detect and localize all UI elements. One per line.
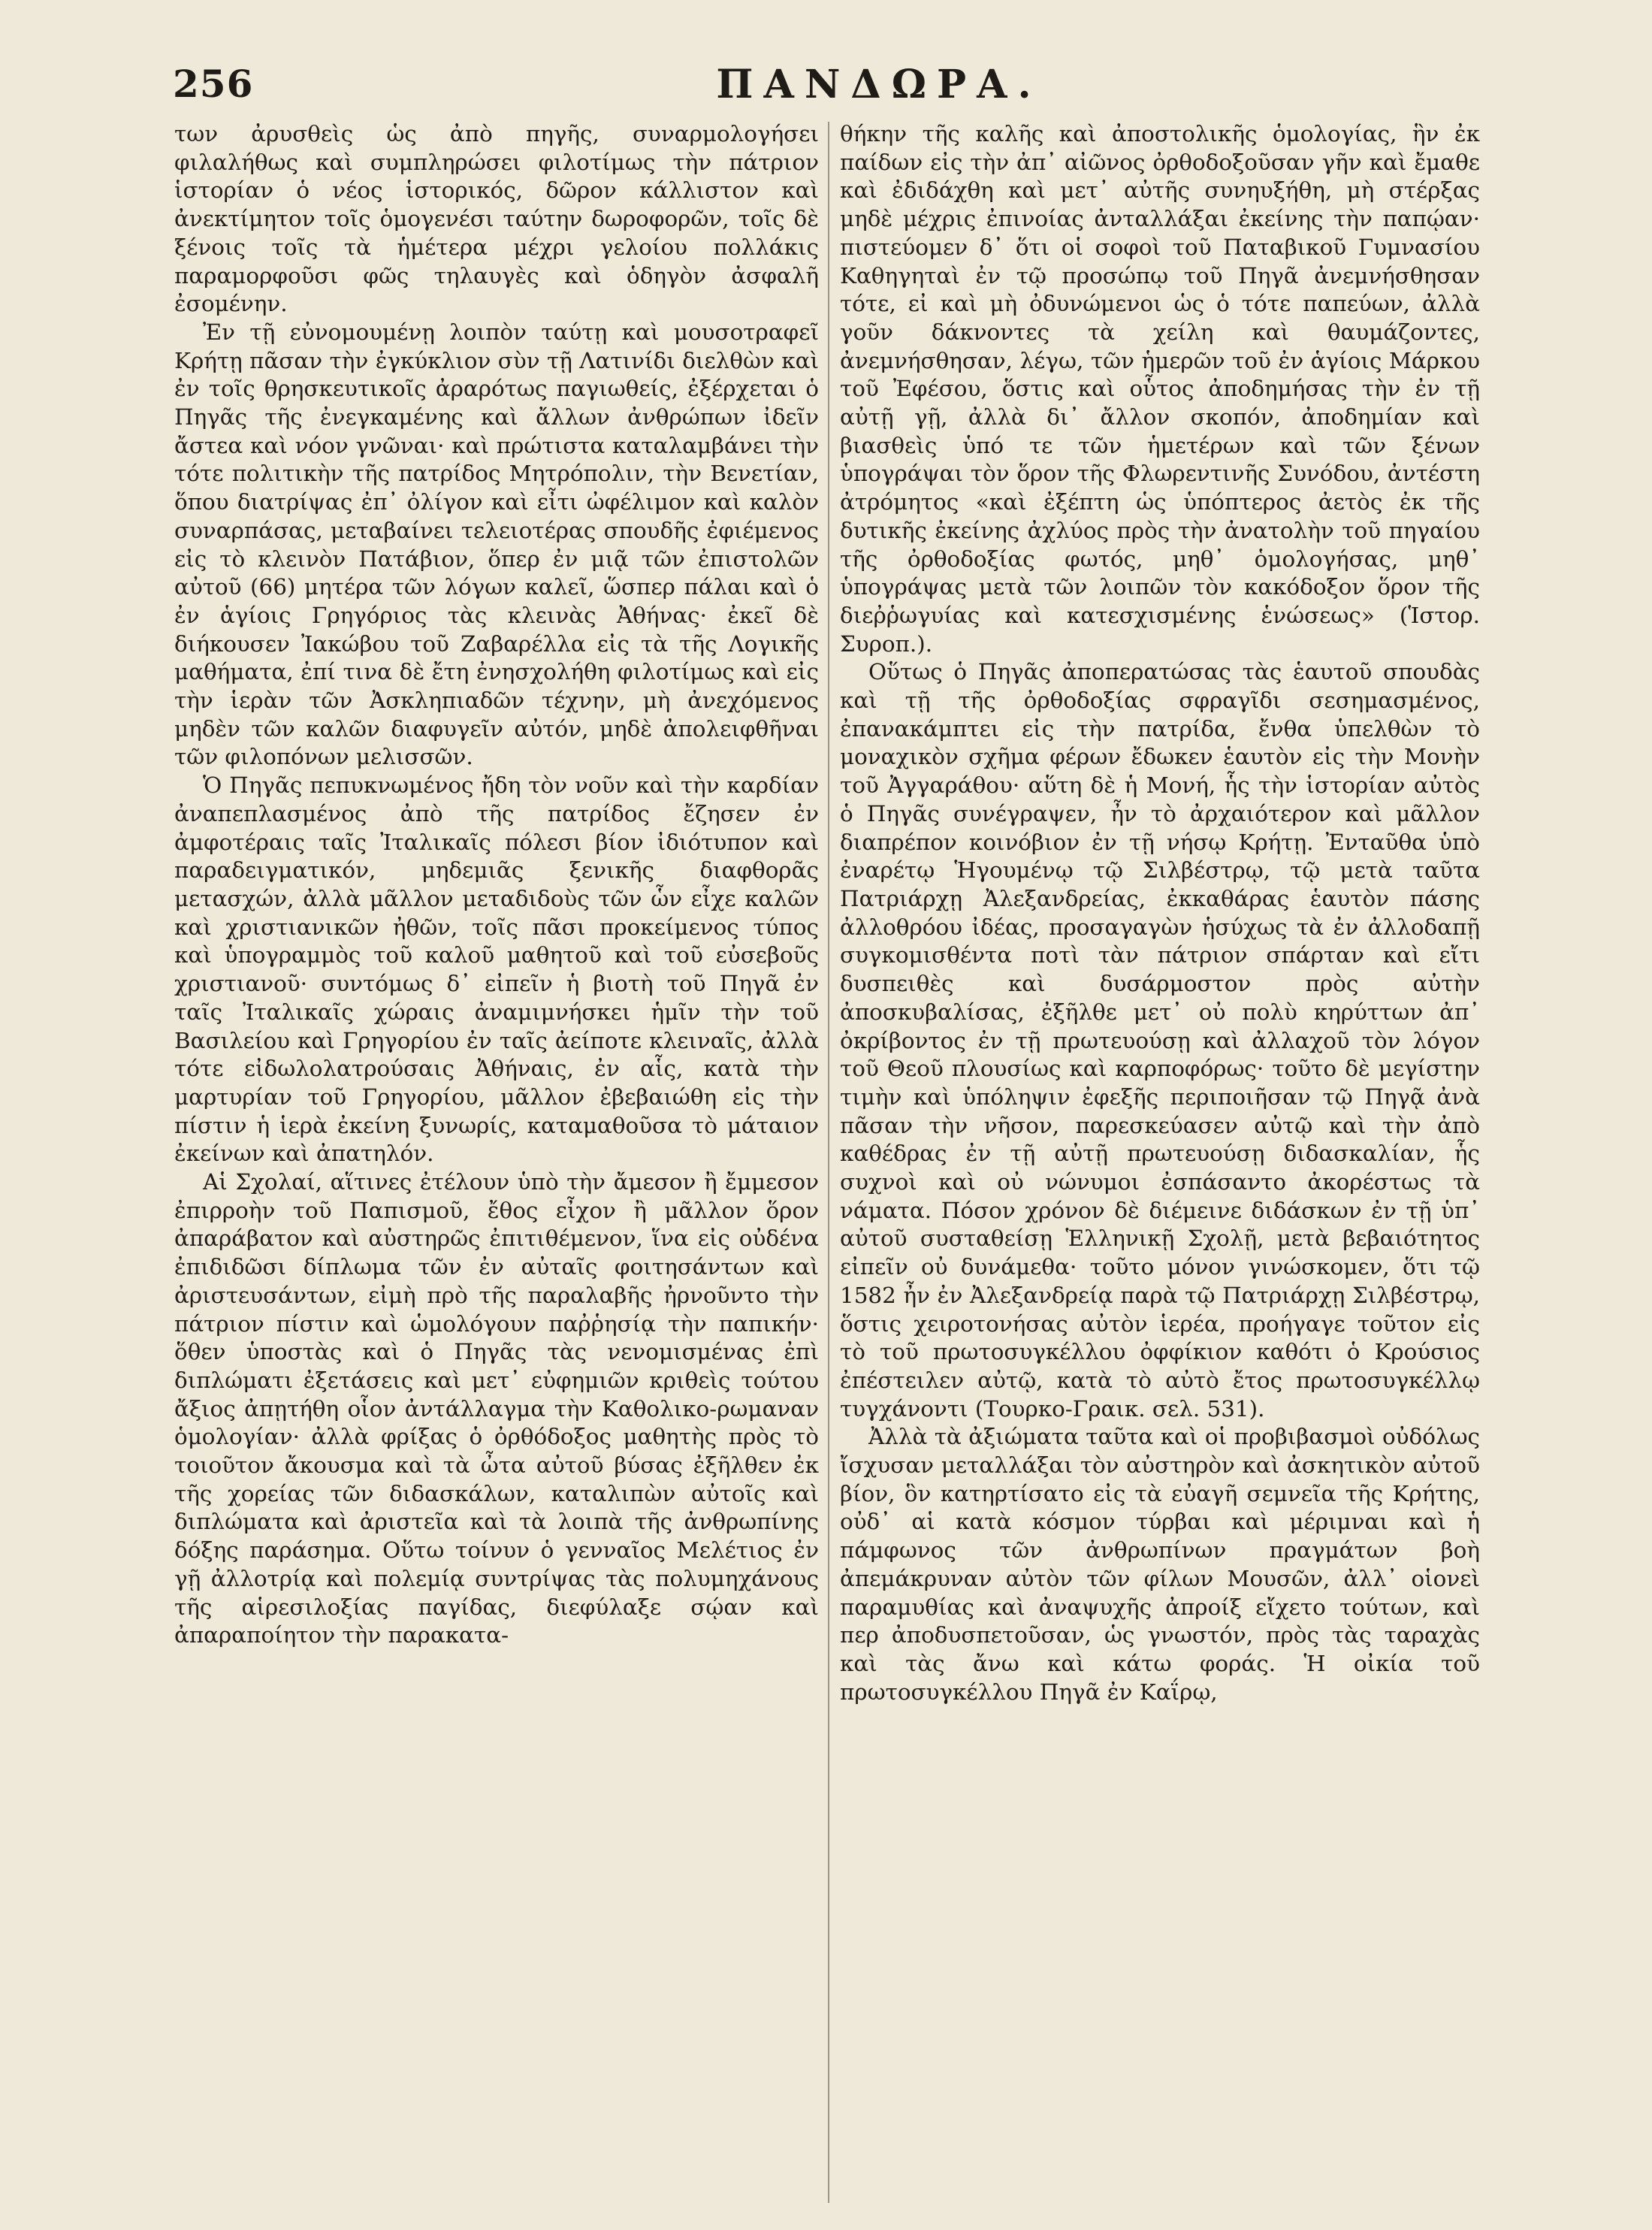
running-title: ΠΑΝΔΩΡΑ.	[716, 62, 1042, 107]
paragraph: Ὁ Πηγᾶς πεπυκνωμένος ἤδη τὸν νοῦν καὶ τὴν καρδίαν ἀναπεπλασμένος ἀπὸ τῆς πατρίδος ἔζησεν ἐν ἀμφοτέραις ταῖς Ἰταλικαῖς πόλεσι βίον ἰδιότυπον καὶ παραδειγματικόν, μηδεμιᾶς ξενικῆς διαφθορᾶς μετασχών, ἀλλὰ μᾶλλον μεταδιδοὺς τῶν ὧν εἶχε καλῶν καὶ χριστιανικῶν ἠθῶν, τοῖς πᾶσι προκείμενος τύπος καὶ ὑπογραμμὸς τοῦ καλοῦ μαθητοῦ καὶ τοῦ εὐσεβοῦς χριστιανοῦ· συντόμως δ᾽ εἰπεῖν ἡ βιοτὴ τοῦ Πηγᾶ ἐν ταῖς Ἰταλικαῖς χώραις ἀναμιμνήσκει ἡμῖν τὴν τοῦ Βασιλείου καὶ Γρηγορίου ἐν ταῖς ἀείποτε κλειναῖς, ἀλλὰ τότε εἰδωλολατρούσαις Ἀθήναις, ἐν αἷς, κατὰ τὴν μαρτυρίαν τοῦ Γρηγορίου, μᾶλλον ἐβεβαιώθη εἰς τὴν πίστιν ἡ ἱερὰ ἐκείνη ξυνωρίς, καταμαθοῦσα τὸ μάταιον ἐκείνων καὶ ἀπατηλόν.	[174, 772, 819, 1167]
column-divider	[828, 122, 829, 2203]
paragraph: Ἐν τῇ εὐνομουμένῃ λοιπὸν ταύτῃ καὶ μουσοτραφεῖ Κρήτῃ πᾶσαν τὴν ἐγκύκλιον σὺν τῇ Λατινίδι διελθὼν καὶ ἐν τοῖς θρησκευτικοῖς ἀραρότως παγιωθείς, ἐξέρχεται ὁ Πηγᾶς τῆς ἐνεγκαμένης καὶ ἄλλων ἀνθρώπων ἰδεῖν ἄστεα καὶ νόον γνῶναι· καὶ πρώτιστα καταλαμβάνει τὴν τότε πολιτικὴν τῆς πατρίδος Μητρόπολιν, τὴν Βενετίαν, ὅπου διατρίψας ἐπ᾽ ὀλίγον καὶ εἶτι ὠφέλιμον καὶ καλὸν συναρπάσας, μεταβαίνει τελειοτέρας σπουδῆς ἐφιέμενος εἰς τὸ κλεινὸν Πατάβιον, ὅπερ ἐν μιᾷ τῶν ἐπιστολῶν αὐτοῦ (66) μητέρα τῶν λόγων καλεῖ, ὥσπερ πάλαι καὶ ὁ ἐν ἁγίοις Γρηγόριος τὰς κλεινὰς Ἀθήνας· ἐκεῖ δὲ διήκουσεν Ἰακώβου τοῦ Ζαβαρέλλα εἰς τὰ τῆς Λογικῆς μαθήματα, ἐπί τινα δὲ ἔτη ἐνησχολήθη φιλοτίμως καὶ εἰς τὴν ἱερὰν τῶν Ἀσκληπιαδῶν τέχνην, μὴ ἀνεχόμενος μηδὲν τῶν καλῶν διαφυγεῖν αὐτόν, μηδὲ ἀπολειφθῆναι τῶν φιλοπόνων μελισσῶν.	[174, 319, 819, 770]
right-column	[840, 120, 1480, 1706]
paragraph: θήκην τῆς καλῆς καὶ ἀποστολικῆς ὁμολογίας, ἣν ἐκ παίδων εἰς τὴν ἀπ᾽ αἰῶνος ὀρθοδοξοῦσαν γῆν καὶ ἔμαθε καὶ ἐδιδάχθη καὶ μετ᾽ αὐτῆς συνηυξήθη, μὴ στέρξας μηδὲ μέχρις ἐπινοίας ἀνταλλάξαι ἐκείνης τὴν παπῴαν· πιστεύομεν δ᾽ ὅτι οἱ σοφοὶ τοῦ Παταβικοῦ Γυμνασίου Καθηγηταὶ ἐν τῷ προσώπῳ τοῦ Πηγᾶ ἀνεμνήσθησαν τότε, εἰ καὶ μὴ ὀδυνώμενοι ὡς ὁ τότε παπεύων, ἀλλὰ γοῦν δάκνοντες τὰ χείλη καὶ θαυμάζοντες, ἀνεμνήσθησαν, λέγω, τῶν ἡμερῶν τοῦ ἐν ἁγίοις Μάρκου τοῦ Ἐφέσου, ὅστις καὶ οὗτος ἀποδημήσας τὴν ἐν τῇ αὐτῇ γῇ, ἀλλὰ δι᾽ ἄλλον σκοπόν, ἀποδημίαν καὶ βιασθεὶς ὑπό τε τῶν ἡμετέρων καὶ τῶν ξένων ὑπογράψαι τὸν ὅρον τῆς Φλωρεντινῆς Συνόδου, ἀντέστη ἀτρόμητος «καὶ ἐξέπτη ὡς ὑπόπτερος ἀετὸς ἐκ τῆς δυτικῆς ἐκείνης ἀχλύος πρὸς τὴν ἀνατολὴν τοῦ πηγαίου τῆς ὀρθοδοξίας φωτός, μηθ᾽ ὁμολογήσας, μηθ᾽ ὑπογράψας μετὰ τῶν λοιπῶν τὸν κακόδοξον ὅρον τῆς διεῤῥωγυίας καὶ κατεσχισμένης ἑνώσεως» (Ἱστορ. Συροπ.).	[840, 121, 1480, 657]
paragraph: Οὕτως ὁ Πηγᾶς ἀποπερατώσας τὰς ἑαυτοῦ σπουδὰς καὶ τῇ τῆς ὀρθοδοξίας σφραγῖδι σεσημασμένος, ἐπανακάμπτει εἰς τὴν πατρίδα, ἔνθα ὑπελθὼν τὸ μοναχικὸν σχῆμα φέρων ἔδωκεν ἑαυτὸν εἰς τὴν Μονὴν τοῦ Ἀγγαράθου· αὕτη δὲ ἡ Μονή, ἧς τὴν ἱστορίαν αὐτὸς ὁ Πηγᾶς συνέγραψεν, ἦν τὸ ἀρχαιότερον καὶ μᾶλλον διαπρέπον κοινόβιον ἐν τῇ νήσῳ Κρήτῃ. Ἐνταῦθα ὑπὸ ἐναρέτῳ Ἡγουμένῳ τῷ Σιλβέστρῳ, τῷ μετὰ ταῦτα Πατριάρχῃ Ἀλεξανδρείας, ἐκκαθάρας ἑαυτὸν πάσης ἀλλοθρόου ἰδέας, προσαγαγὼν ἡσύχως τὰ ἐν ἀλλοδαπῇ συγκομισθέντα ποτὶ τὰν πάτριον σπάρταν καὶ εἴτι δυσπειθὲς καὶ δυσάρμοστον πρὸς αὐτὴν ἀποσκυβαλίσας, ἐξῆλθε μετ᾽ οὐ πολὺ κηρύττων ἀπ᾽ ὀκρίβοντος ἐν τῇ πρωτευούσῃ καὶ ἀλλαχοῦ τὸν λόγον τοῦ Θεοῦ πλουσίως καὶ καρποφόρως· τοῦτο δὲ μεγίστην τιμὴν καὶ ὑπόληψιν ἐφεξῆς περιποιῆσαν τῷ Πηγᾷ ἀνὰ πᾶσαν τὴν νῆσον, παρεσκεύασεν αὐτῷ καὶ τὴν ἀπὸ καθέδρας ἐν τῇ αὐτῇ πρωτευούσῃ διδασκαλίαν, ἧς συχνοὶ καὶ οὐ νώνυμοι ἐσπάσαντο ἀκορέστως τὰ νάματα. Πόσον χρόνον δὲ διέμεινε διδάσκων ἐν τῇ ὑπ᾽ αὐτοῦ συσταθείσῃ Ἑλληνικῇ Σχολῇ, μετὰ βεβαιότητος εἰπεῖν οὐ δυνάμεθα· τοῦτο μόνον γινώσκομεν, ὅτι τῷ 1582 ἦν ἐν Ἀλεξανδρείᾳ παρὰ τῷ Πατριάρχῃ Σιλβέστρῳ, ὅστις χειροτονήσας αὐτὸν ἱερέα, προήγαγε τοῦτον εἰς τὸ τοῦ πρωτοσυγκέλλου ὀφφίκιον καθότι ὁ Κρούσιος ἐπέστειλεν αὐτῷ, κατὰ τὸ αὐτὸ ἔτος πρωτοσυγκέλλῳ τυγχάνοντι (Τουρκο-Γραικ. σελ. 531).	[840, 659, 1480, 1422]
page-number: 256	[173, 62, 254, 106]
paragraph: των ἀρυσθεὶς ὡς ἀπὸ πηγῆς, συναρμολογήσει φιλαλήθως καὶ συμπληρώσει φιλοτίμως τὴν πάτριον ἱστορίαν ὁ νέος ἱστορικός, δῶρον κάλλιστον καὶ ἀνεκτίμητον τοῖς ὁμογενέσι ταύτην δωροφορῶν, τοῖς δὲ ξένοις τοῖς τὰ ἡμέτερα μέχρι γελοίου πολλάκις παραμορφοῦσι φῶς τηλαυγὲς καὶ ὁδηγὸν ἀσφαλῆ ἐσομένην.	[174, 121, 819, 317]
paragraph: Ἀλλὰ τὰ ἀξιώματα ταῦτα καὶ οἱ προβιβασμοὶ οὐδόλως ἴσχυσαν μεταλλάξαι τὸν αὐστηρὸν καὶ ἀσκητικὸν αὐτοῦ βίον, ὃν κατηρτίσατο εἰς τὰ εὐαγῆ σεμνεῖα τῆς Κρήτης, οὐδ᾽ αἱ κατὰ κόσμον τύρβαι καὶ μέριμναι καὶ ἡ πάμφωνος τῶν ἀνθρωπίνων πραγμάτων βοὴ ἀπεμάκρυναν αὐτὸν τῶν φίλων Μουσῶν, ἀλλ᾽ οἱονεὶ παραμυθίας καὶ ἀναψυχῆς ἀπροίξ εἴχετο τούτων, καὶ περ ἀποδυσπετοῦσαν, ὡς γνωστόν, πρὸς τὰς ταραχὰς καὶ τὰς ἄνω καὶ κάτω φοράς. Ἡ οἰκία τοῦ πρωτοσυγκέλλου Πηγᾶ ἐν Καΐρῳ,	[840, 1424, 1480, 1705]
left-column	[174, 120, 819, 1650]
page-header	[173, 62, 1503, 114]
paragraph: Αἱ Σχολαί, αἵτινες ἐτέλουν ὑπὸ τὴν ἄμεσον ἢ ἔμμεσον ἐπιρροὴν τοῦ Παπισμοῦ, ἔθος εἶχον ἢ μᾶλλον ὅρον ἀπαράβατον καὶ αὐστηρῶς ἐπιτιθέμενον, ἵνα εἰς οὐδένα ἐπιδιδῶσι δίπλωμα τῶν ἐν αὐταῖς φοιτησάντων καὶ ἀριστευσάντων, εἰμὴ πρὸ τῆς παραλαβῆς ἠρνοῦντο τὴν πάτριον πίστιν καὶ ὡμολόγουν παῤῥησίᾳ τὴν παπικήν· ὅθεν ὑποστὰς καὶ ὁ Πηγᾶς τὰς νενομισμένας ἐπὶ διπλώματι ἐξετάσεις καὶ μετ᾽ εὐφημιῶν κριθεὶς τούτου ἄξιος ἀπῃτήθη οἷον ἀντάλλαγμα τὴν Καθολικο-ρωμαναν ὁμολογίαν· ἀλλὰ φρίξας ὁ ὀρθόδοξος μαθητὴς πρὸς τὸ τοιοῦτον ἄκουσμα καὶ τὰ ὦτα αὐτοῦ βύσας ἐξῆλθεν ἐκ τῆς χορείας τῶν διδασκάλων, καταλιπὼν αὐτοῖς καὶ διπλώματα καὶ ἀριστεῖα καὶ τὰ λοιπὰ τῆς ἀνθρωπίνης δόξης παράσημα. Οὕτω τοίνυν ὁ γενναῖος Μελέτιος ἐν γῇ ἀλλοτρίᾳ καὶ πολεμίᾳ συντρίψας τὰς πολυμηχάνους τῆς αἱρεσιλοξίας παγίδας, διεφύλαξε σῴαν καὶ ἀπαραποίητον τὴν παρακατα-	[174, 1169, 819, 1648]
